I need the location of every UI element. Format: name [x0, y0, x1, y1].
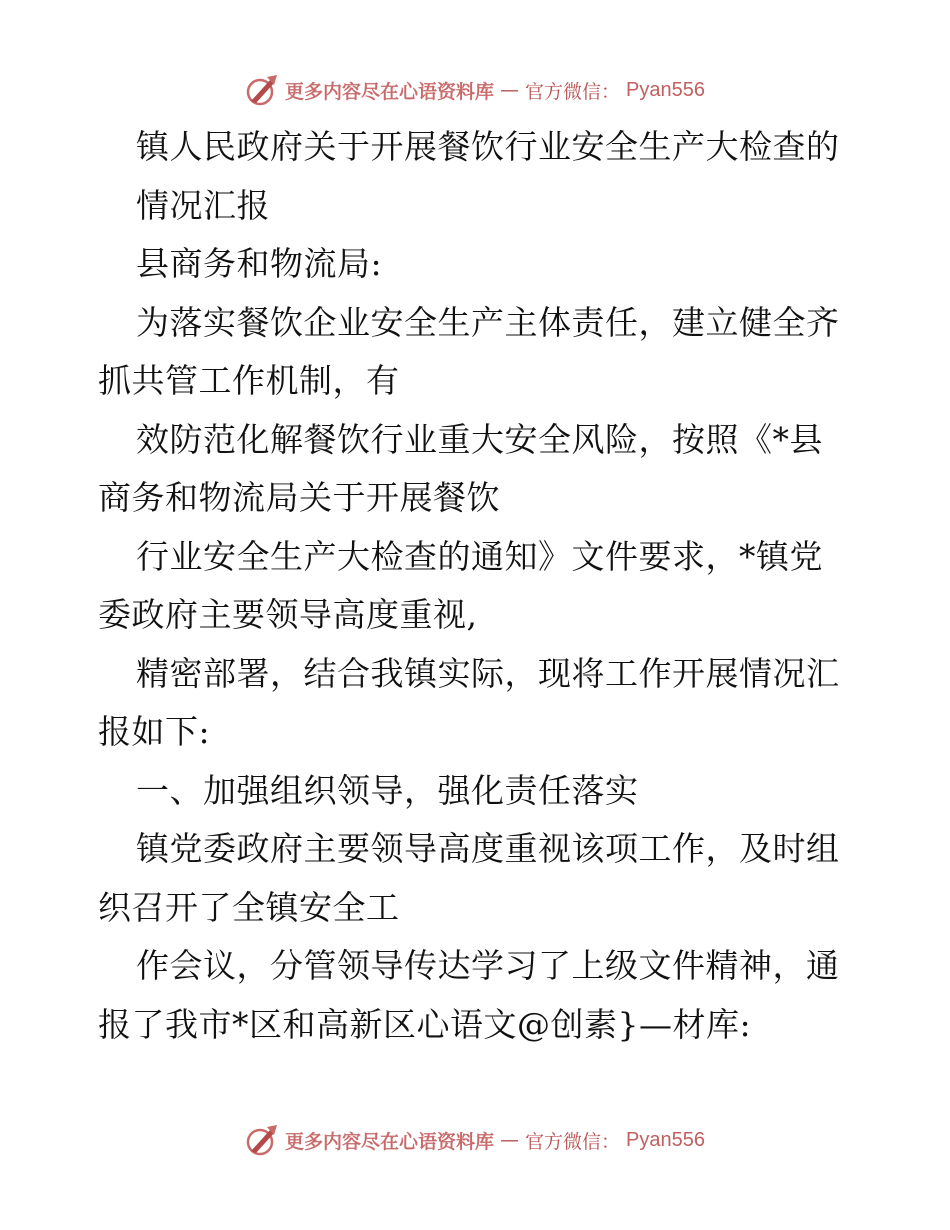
quill-pen-logo-icon: [245, 73, 279, 107]
paragraph-line: 为落实餐饮企业安全生产主体责任，建立健全齐: [136, 302, 840, 342]
paragraph-line: 报如下:: [98, 712, 211, 751]
paragraph-line: 商务和物流局关于开展餐饮: [98, 478, 500, 517]
watermark-id: Pyan556: [626, 78, 705, 101]
paragraph-line: 委政府主要领导高度重视,: [98, 595, 478, 634]
quill-pen-logo-icon: [245, 1123, 279, 1157]
watermark-separator: —: [500, 1129, 520, 1151]
watermark-label: 官方微信：: [525, 1130, 621, 1153]
paragraph-line: 报了我市*区和高新区心语文@创素}—材库:: [98, 1004, 752, 1044]
watermark-label: 官方微信：: [525, 80, 621, 103]
paragraph-line: 精密部署，结合我镇实际，现将工作开展情况汇: [136, 653, 840, 693]
header-watermark: [0, 70, 950, 110]
footer-watermark: [0, 1120, 950, 1160]
watermark-brand: 更多内容尽在心语资料库: [285, 80, 495, 103]
paragraph-line: 抓共管工作机制，有: [98, 361, 400, 400]
paragraph-line: 镇党委政府主要领导高度重视该项工作，及时组: [136, 829, 840, 868]
section-heading: 一、加强组织领导，强化责任落实: [136, 770, 639, 810]
watermark-brand: 更多内容尽在心语资料库: [285, 1130, 495, 1153]
document-title-line-1: 镇人民政府关于开展餐饮行业安全生产大检查的: [136, 127, 840, 166]
paragraph-line: 效防范化解餐饮行业重大安全风险，按照《*县: [136, 419, 823, 459]
watermark-id: Pyan556: [626, 1128, 705, 1151]
document-recipient: 县商务和物流局:: [136, 244, 383, 283]
document-body: [98, 118, 858, 1054]
paragraph-line: 作会议，分管领导传达学习了上级文件精神，通: [136, 946, 840, 985]
document-title-line-2: 情况汇报: [136, 185, 270, 225]
paragraph-line: 行业安全生产大检查的通知》文件要求，*镇党: [136, 536, 823, 576]
watermark-separator: —: [500, 79, 520, 101]
paragraph-line: 织召开了全镇安全工: [98, 887, 400, 927]
